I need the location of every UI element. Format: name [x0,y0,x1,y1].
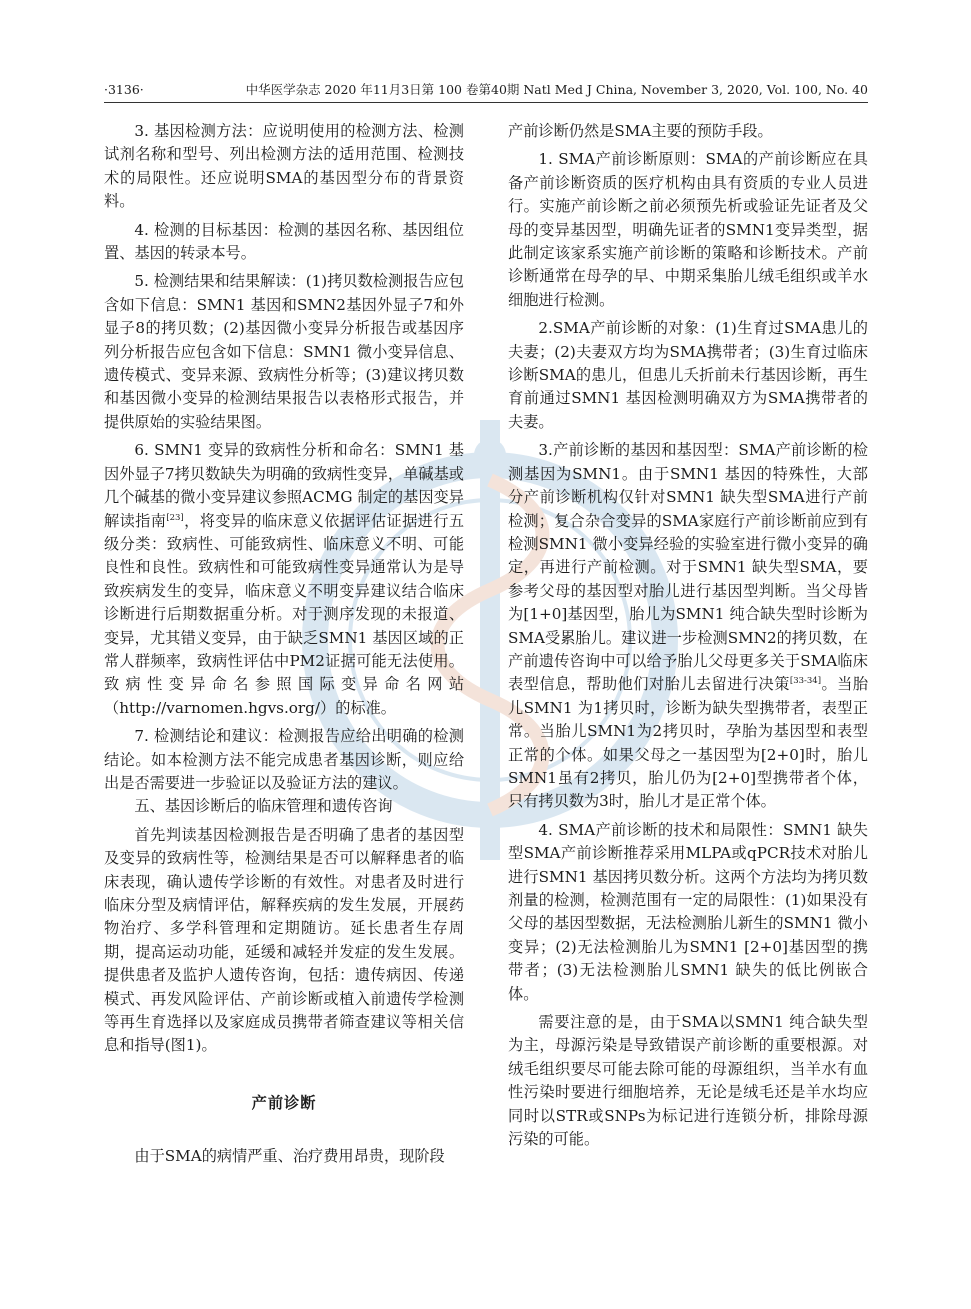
genotype-text-a: 3.产前诊断的基因和基因型：SMA产前诊断的检测基因为SMN1。由于SMN1 基因的特殊性，大部分产前诊断机构仅针对SMN1 缺失型SMA进行产前检测；复合杂合变异的SMA家庭行产前诊断前应到有检测SMN1 微小变异经验的实验室进行微小变异的确定，再进行产前检测。对于SMN1 缺失型SMA，要参考父母的基因型对胎儿进行基因型判断。当父母皆为[1+0]基因型，胎儿为SMN1 纯合缺失型时诊断为SMA受累胎儿。建议进一步检测SMN2的拷贝数，在产前遗传咨询中可以给予胎儿父母更多关于SMA临床表型信息，帮助他们对胎儿去留进行决策 [508,441,868,694]
running-header [104,80,868,103]
paragraph-target-gene: 4. 检测的目标基因：检测的基因名称、基因组位置、基因的转录本号。 [104,220,464,263]
paragraph-prenatal-techniques: 4. SMA产前诊断的技术和局限性：SMN1 缺失型SMA产前诊断推荐采用MLPA或qPCR技术对胎儿进行SMN1 基因拷贝数分析。这两个方法均为拷贝数剂量的检测，检测范围有一定的局限性：(1)如果没有父母的基因型数据，无法检测胎儿新生的SMN1 微小变异；(2)无法检测胎儿为SMN1 [2+0]基因型的携带者；(3)无法检测胎儿SMN1 缺失的低比例嵌合体。 [508,820,868,1003]
paragraph-pathogenicity [104,439,464,720]
pathogenicity-text-b: ，将变异的临床意义依据评估证据进行五级分类：致病性、可能致病性、临床意义不明、可能良性和良性。致病性和可能致病性变异通常认为是导致疾病发生的变异，临床意义不明变异建议结合临床诊断进行后期数据重分析。对于测序发现的未报道、变异，尤其错义变异，由于缺乏SMN1 基因区域的正常人群频率，致病性评估中PM2证据可能无法使用。致病性变异命名参照国际变异命名网站（http://varnomen.hgvs.org/）的标准。 [104,511,464,717]
citation-ref: [23] [166,512,184,523]
paragraph-prenatal-genotype [508,439,868,814]
paragraph-maternal-contamination: 需要注意的是，由于SMA以SMN1 纯合缺失型为主，母源污染是导致错误产前诊断的重要根源。对绒毛组织要尽可能去除可能的母源组织，当羊水有血性污染时要进行细胞培养，无论是绒毛还是羊水均应同时以STR或SNPs为标记进行连锁分析，排除母源污染的可能。 [508,1013,868,1149]
citation-ref: [33-34] [789,676,822,687]
pathogenicity-text-a: 6. SMN1 变异的致病性分析和命名：SMN1 基因外显子7拷贝数缺失为明确的致病性变异，单碱基或几个碱基的微小变异建议参照ACMG 制定的基因变异解读指南 [104,441,464,530]
genotype-text-b: 。当胎儿SMN1 为1拷贝时，诊断为缺失型携带者，表型正常。当胎儿SMN1为2拷贝时，孕胎为基因型和表型正常的个体。如果父母之一基因型为[2+0]时，胎儿SMN1虽有2拷贝，胎儿仍为[2+0]型携带者个体，只有拷贝数为3时，胎儿才是正常个体。 [508,675,869,811]
paragraph-detection-method: 3. 基因检测方法：应说明使用的检测方法、检测试剂名称和型号、列出检测方法的适用范围、检测技术的局限性。还应说明SMA的基因型分布的背景资料。 [104,122,464,211]
paragraph-clinical-management: 首先判读基因检测报告是否明确了患者的基因型及变异的致病性等，检测结果是否可以解释患者的临床表现，确认遗传学诊断的有效性。对患者及时进行临床分型及病情评估，解释疾病的发生发展，开展药物治疗、多学科管理和定期随访。延长患者生存周期，提高运动功能，延缓和减轻并发症的发生发展。提供患者及监护人遗传咨询，包括：遗传病因、传递模式、再发风险评估、产前诊断或植入前遗传学检测等再生育选择以及家庭成员携带者筛查建议等相关信息和指导(图1)。 [104,825,464,1055]
journal-citation-line: 中华医学杂志 2020 年11月3日第 100 卷第40期 Natl Med J China, November 3, 2020, Vol. 100, No. 40 [245,82,868,97]
left-column [104,120,464,1169]
section-title-prenatal-diagnosis: 产前诊断 [251,1093,317,1112]
paragraph-prenatal-subjects: 2.SMA产前诊断的对象：(1)生育过SMA患儿的夫妻；(2)夫妻双方均为SMA携带者；(3)生育过临床诊断SMA的患儿，但患儿夭折前未行基因诊断，再生育前通过SMN1 基因检测明确双方为SMA携带者的夫妻。 [508,319,868,431]
section-heading-clinical-management: 五、基因诊断后的临床管理和遗传咨询 [134,797,393,816]
right-column [508,120,868,1151]
paragraph-prenatal-intro: 由于SMA的病情严重、治疗费用昂贵，现阶段 [134,1147,445,1166]
paragraph-conclusion: 7. 检测结论和建议：检测报告应给出明确的检测结论。如本检测方法不能完成患者基因诊断，则应给出是否需要进一步验证以及验证方法的建议。 [104,727,464,792]
paragraph-prenatal-continued: 产前诊断仍然是SMA主要的预防手段。 [508,122,773,140]
paragraph-prenatal-principles: 1. SMA产前诊断原则：SMA的产前诊断应在具备产前诊断资质的医疗机构由具有资质的专业人员进行。实施产前诊断之前必须预先析或验证先证者及父母的变异基因型，明确先证者的SMN1变异类型，据此制定该家系实施产前诊断的策略和诊断技术。产前诊断通常在母孕的早、中期采集胎儿绒毛组织或羊水细胞进行检测。 [508,150,868,309]
page-number: ·3136· [104,82,144,97]
paragraph-result-interpretation: 5. 检测结果和结果解读：(1)拷贝数检测报告应包含如下信息：SMN1 基因和SMN2基因外显子7和外显子8的拷贝数；(2)基因微小变异分析报告或基因序列分析报告应包含如下信息：SMN1 微小变异信息、遗传模式、变异来源、致病性分析等；(3)建议拷贝数和基因微小变异的检测结果报告以表格形式报告，并提供原始的实验结果图。 [104,272,464,431]
